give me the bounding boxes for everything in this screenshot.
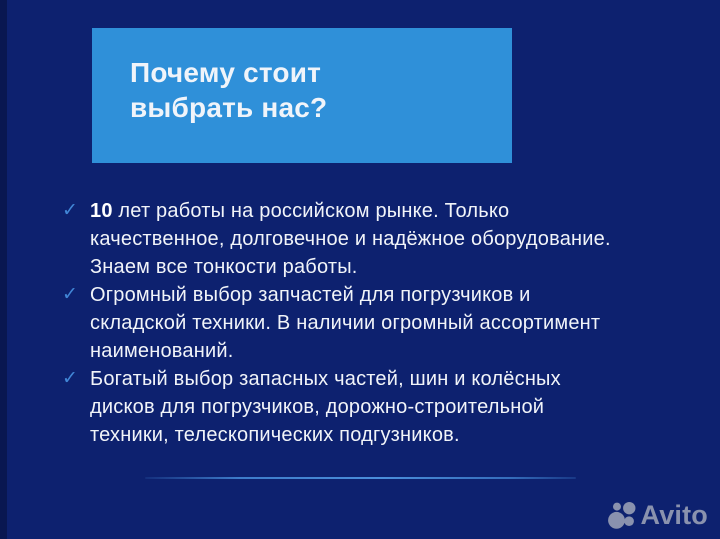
check-icon: ✓ bbox=[62, 200, 78, 221]
bullet-list bbox=[62, 197, 670, 449]
list-item bbox=[62, 197, 670, 281]
avito-watermark bbox=[608, 501, 709, 530]
title-line-1: Почему стоит bbox=[130, 57, 322, 88]
divider-line bbox=[145, 477, 576, 479]
avito-brand-label: Avito bbox=[640, 500, 708, 530]
left-edge-shade bbox=[0, 0, 7, 539]
bullet-text: Богатый выбор запасных частей, шин и колёсных дисков для погрузчиков, дорожно-строительной техники, телескопических подгузников. bbox=[90, 368, 561, 446]
list-item bbox=[62, 281, 670, 365]
check-icon: ✓ bbox=[62, 284, 78, 305]
header-box bbox=[92, 28, 512, 163]
avito-logo-icon bbox=[608, 501, 637, 530]
bullet-text: 10 лет работы на российском рынке. Только качественное, долговечное и надёжное оборудование. Знаем все тонкости работы. bbox=[90, 200, 611, 278]
check-icon: ✓ bbox=[62, 368, 78, 389]
list-item bbox=[62, 365, 670, 449]
page-title bbox=[130, 55, 327, 125]
bullet-text: Огромный выбор запчастей для погрузчиков и складской техники. В наличии огромный ассортимент наименований. bbox=[90, 284, 601, 362]
title-line-2: выбрать нас? bbox=[130, 92, 328, 123]
